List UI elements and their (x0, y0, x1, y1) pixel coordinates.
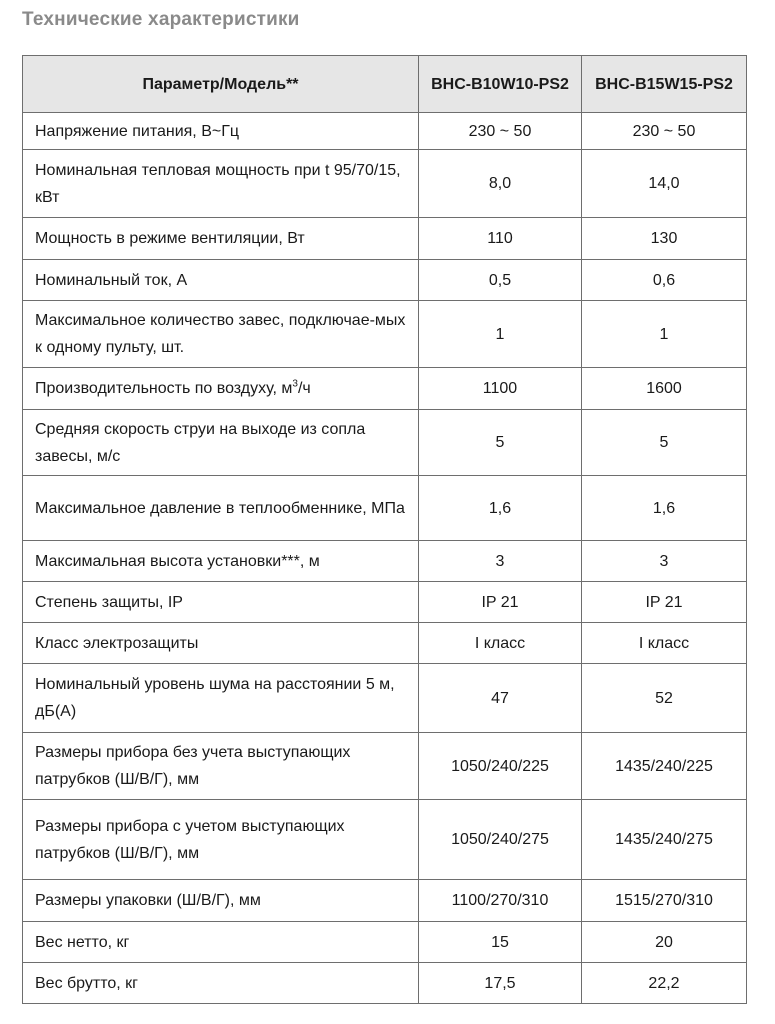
row-param-text: Производительность по воздуху, м (35, 380, 293, 397)
header-model-1: BHC-B10W10-PS2 (419, 56, 582, 113)
table-row (23, 476, 747, 541)
table-row (23, 733, 747, 800)
row-param: Мощность в режиме вентиляции, Вт (23, 218, 419, 260)
row-param: Класс электрозащиты (23, 623, 419, 664)
row-param: Максимальное давление в теплообменнике, МПа (23, 476, 419, 541)
row-value-model-2: 1435/240/225 (582, 733, 747, 800)
row-value-model-1: I класс (419, 623, 582, 664)
header-model-2: BHC-B15W15-PS2 (582, 56, 747, 113)
row-value-model-2: IP 21 (582, 582, 747, 623)
row-value-model-1: 0,5 (419, 260, 582, 301)
row-value-model-2: 52 (582, 664, 747, 733)
row-param-superscript: 3 (292, 378, 298, 390)
table-row (23, 150, 747, 218)
row-param: Степень защиты, IP (23, 582, 419, 623)
row-param: Максимальное количество завес, подключае-мых к одному пульту, шт. (23, 301, 419, 368)
row-value-model-2: 1 (582, 301, 747, 368)
row-value-model-2: 230 ~ 50 (582, 113, 747, 150)
row-param: Размеры упаковки (Ш/В/Г), мм (23, 880, 419, 922)
row-value-model-1: 17,5 (419, 963, 582, 1004)
table-row (23, 582, 747, 623)
row-value-model-2: 20 (582, 922, 747, 963)
row-value-model-1: 47 (419, 664, 582, 733)
row-value-model-1: 1050/240/275 (419, 800, 582, 880)
row-value-model-2: 130 (582, 218, 747, 260)
table-row (23, 301, 747, 368)
row-param: Размеры прибора без учета выступающих патрубков (Ш/В/Г), мм (23, 733, 419, 800)
row-value-model-1: 1 (419, 301, 582, 368)
row-value-model-1: 5 (419, 410, 582, 476)
table-row (23, 410, 747, 476)
row-value-model-2: 22,2 (582, 963, 747, 1004)
row-value-model-1: IP 21 (419, 582, 582, 623)
table-row (23, 880, 747, 922)
row-param: Номинальная тепловая мощность при t 95/70/15, кВт (23, 150, 419, 218)
table-row (23, 800, 747, 880)
row-param: Максимальная высота установки***, м (23, 541, 419, 582)
table-header-row (23, 56, 747, 113)
table-row (23, 623, 747, 664)
row-param (23, 368, 419, 410)
row-param: Номинальный ток, А (23, 260, 419, 301)
row-value-model-1: 230 ~ 50 (419, 113, 582, 150)
table-row (23, 664, 747, 733)
row-param: Средняя скорость струи на выходе из сопла завесы, м/с (23, 410, 419, 476)
row-value-model-2: 1600 (582, 368, 747, 410)
row-value-model-1: 15 (419, 922, 582, 963)
table-row (23, 368, 747, 410)
row-param: Номинальный уровень шума на расстоянии 5 м, дБ(А) (23, 664, 419, 733)
row-value-model-1: 3 (419, 541, 582, 582)
table-row (23, 260, 747, 301)
row-value-model-1: 110 (419, 218, 582, 260)
page-title: Технические характеристики (22, 9, 300, 30)
row-param: Вес нетто, кг (23, 922, 419, 963)
row-value-model-1: 1100 (419, 368, 582, 410)
specs-table (22, 55, 747, 1004)
row-param-suffix: /ч (297, 380, 311, 397)
table-row (23, 218, 747, 260)
header-param: Параметр/Модель** (23, 56, 419, 113)
row-value-model-2: I класс (582, 623, 747, 664)
row-value-model-2: 0,6 (582, 260, 747, 301)
row-value-model-1: 8,0 (419, 150, 582, 218)
table-row (23, 113, 747, 150)
row-value-model-2: 3 (582, 541, 747, 582)
row-param: Вес брутто, кг (23, 963, 419, 1004)
row-value-model-1: 1,6 (419, 476, 582, 541)
row-value-model-2: 14,0 (582, 150, 747, 218)
row-param: Размеры прибора с учетом выступающих патрубков (Ш/В/Г), мм (23, 800, 419, 880)
table-row (23, 541, 747, 582)
row-param: Напряжение питания, В~Гц (23, 113, 419, 150)
row-value-model-2: 5 (582, 410, 747, 476)
row-value-model-1: 1050/240/225 (419, 733, 582, 800)
row-value-model-1: 1100/270/310 (419, 880, 582, 922)
table-row (23, 963, 747, 1004)
table-row (23, 922, 747, 963)
row-value-model-2: 1,6 (582, 476, 747, 541)
row-value-model-2: 1435/240/275 (582, 800, 747, 880)
row-value-model-2: 1515/270/310 (582, 880, 747, 922)
